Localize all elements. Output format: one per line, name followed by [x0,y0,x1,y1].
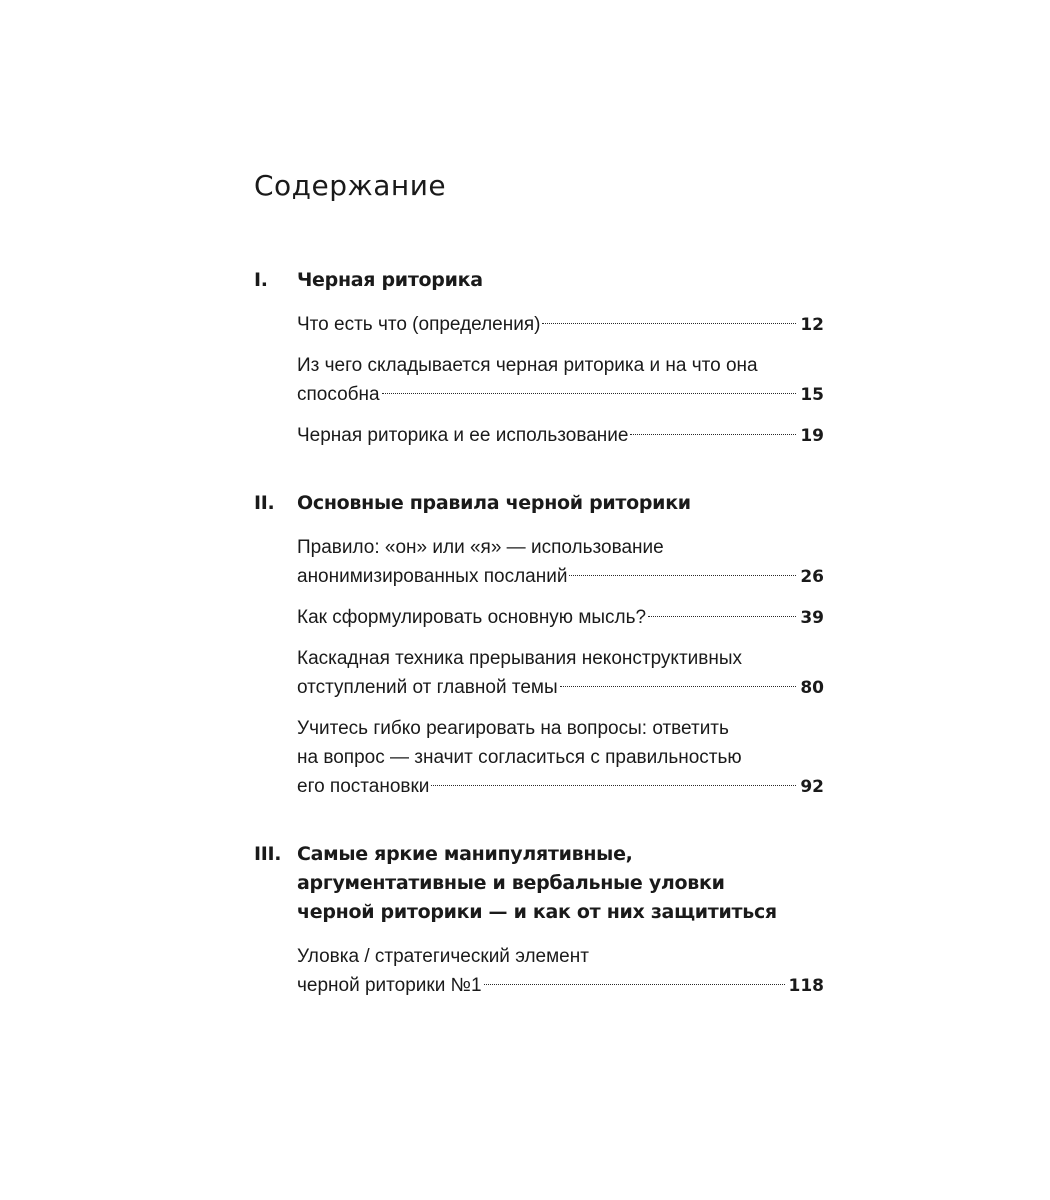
entry-title-line: Каскадная техника прерывания неконструктивных [297,648,743,669]
section-title-line: аргументативные и вербальные уловки [297,872,725,894]
section-heading [254,489,824,518]
toc-entry[interactable] [297,942,824,1001]
page-number: 80 [800,678,824,698]
page-number: 26 [800,567,824,587]
section-heading [254,840,824,927]
page-number: 19 [800,426,824,446]
entry-title-line: на вопрос — значит согласиться с правильностью [297,747,742,768]
entry-title-line: Из чего складывается черная риторика и на что она [297,355,758,376]
toc-section-3 [254,840,824,1001]
toc-entry[interactable] [297,533,824,592]
entry-title: Черная риторика и ее использование [297,425,629,446]
section-title: Черная риторика [297,269,483,291]
entry-title: анонимизированных посланий [297,566,568,587]
page-number: 15 [800,385,824,405]
dot-leader [560,686,797,687]
toc-entry[interactable] [297,421,824,451]
dot-leader [431,785,796,786]
toc-entry[interactable] [297,351,824,410]
dot-leader [382,393,797,394]
entry-title: способна [297,384,380,405]
dot-leader [630,434,796,435]
entry-title: Что есть что (определения) [297,314,541,335]
entry-title-line: Учитесь гибко реагировать на вопросы: ответить [297,718,729,739]
dot-leader [648,616,796,617]
toc-section-2 [254,489,824,802]
entry-title: его постановки [297,776,430,797]
page-number: 39 [800,608,824,628]
page-number: 12 [800,315,824,335]
section-heading [254,266,824,295]
toc-entry[interactable] [297,603,824,633]
section-number: I. [254,269,268,291]
dot-leader [542,323,796,324]
entry-title: Как сформулировать основную мысль? [297,607,647,628]
page-title: Содержание [254,169,447,202]
section-title: Основные правила черной риторики [297,492,691,514]
toc-entry[interactable] [297,644,824,703]
section-title-line: Самые яркие манипулятивные, [297,843,633,865]
toc-entry[interactable] [297,714,824,802]
page-number: 118 [788,976,824,996]
dot-leader [484,984,785,985]
toc-section-1 [254,266,824,451]
dot-leader [569,575,796,576]
section-number: III. [254,843,282,865]
entry-title-line: Уловка / стратегический элемент [297,946,589,967]
entry-title: отступлений от главной темы [297,677,558,698]
toc-entry[interactable] [297,310,824,340]
section-title-line: черной риторики — и как от них защититься [297,901,777,923]
page-number: 92 [800,777,824,797]
entry-title-line: Правило: «он» или «я» — использование [297,537,664,558]
entry-title: черной риторики №1 [297,975,482,996]
section-number: II. [254,492,275,514]
